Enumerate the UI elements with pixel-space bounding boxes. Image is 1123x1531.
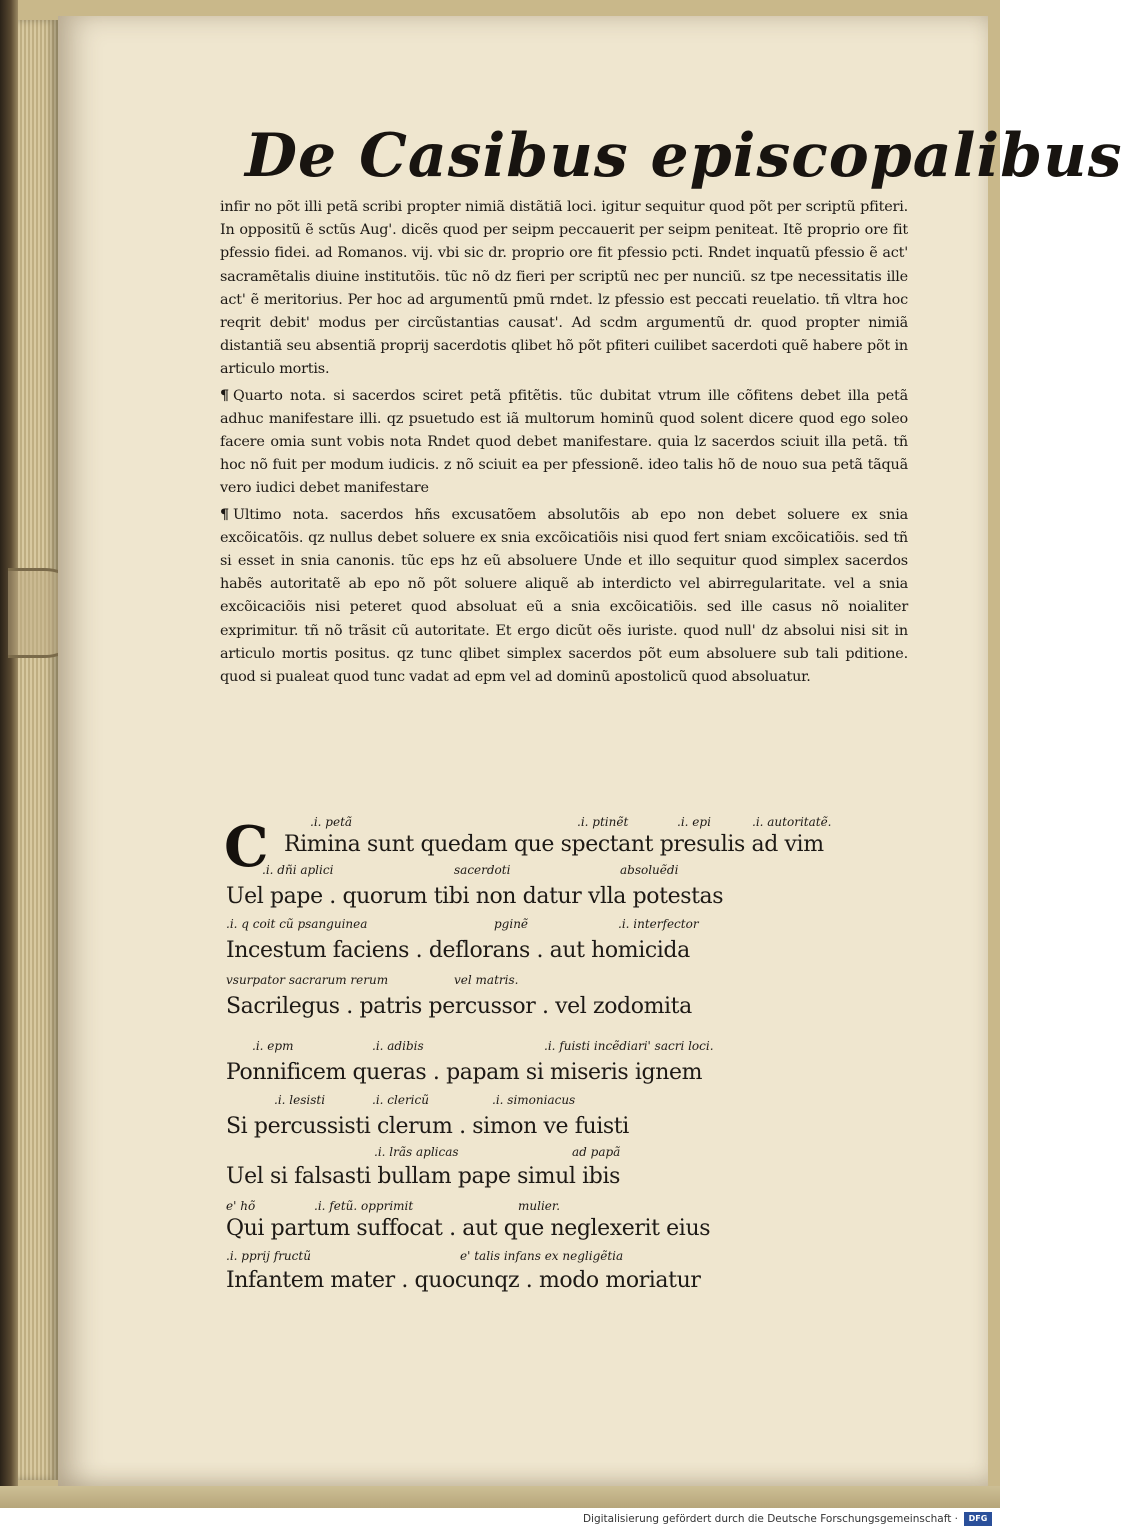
gloss-2c: absoluẽdi: [620, 863, 679, 877]
verse-line-5: Ponnificem queras . papam si miseris ignem: [226, 1060, 703, 1085]
gloss-7a: .i. lrãs aplicas: [374, 1145, 459, 1159]
gloss-3c: .i. interfector: [618, 917, 699, 931]
gloss-5b: .i. adibis: [372, 1039, 424, 1053]
paragraph-1: infir no põt illi petã scribi propter nimiã distãtiã loci. igitur sequitur quod põt per scriptũ pfiteri. In oppositũ ẽ sctũs Aug'. dicẽs quod per seipm peccauerit per seipm peniteat. Itẽ proprio ore fit pfessio fidei. ad Romanos. vij. vbi sic dr. proprio ore fit pfessio pcti. Rndet inquatũ pfessio ẽ act' sacramẽtalis diuine institutõis. tũc nõ dz fieri per scriptũ nec per nunciũ. sz tpe necessitatis ille act' ẽ meritorius. Per hoc ad argumentũ pmũ rndet. lz pfessio est peccati reuelatio. tñ vltra hoc reqrit debit' modus per circũstantias causat'. Ad scdm argumentũ dr. quod propter nimiã distantiã seu absentiã proprij sacerdotis qlibet hõ põt pfiteri cuilibet sacerdoti quẽ habere põt in articulo mortis.: [220, 199, 908, 378]
prose-body: [220, 196, 908, 689]
gloss-5c: .i. fuisti incẽdiari' sacri loci.: [544, 1039, 714, 1053]
paragraph-2: [220, 384, 908, 501]
gloss-8a: e' hõ: [226, 1199, 256, 1213]
gloss-1c: .i. epi: [677, 815, 711, 829]
page-heading: De Casibus episcopalibus: [245, 121, 1123, 191]
pilcrow-icon: ¶: [220, 505, 229, 523]
gloss-2b: sacerdoti: [454, 863, 511, 877]
gloss-9a: .i. pprij fructũ: [226, 1249, 311, 1263]
gloss-4b: vel matris.: [454, 973, 519, 987]
page-stack-edge: [18, 20, 58, 1480]
gloss-3b: pginẽ: [494, 917, 529, 931]
gloss-6c: .i. simoniacus: [492, 1093, 576, 1107]
dfg-logo-icon: DFG: [964, 1512, 992, 1526]
verse-block: [222, 810, 912, 1300]
binding-edge: [0, 0, 18, 1508]
gloss-7b: ad papã: [572, 1145, 621, 1159]
page-bottom-edge: [0, 1486, 1000, 1508]
verse-line-9: Infantem mater . quocunqz . modo moriatur: [226, 1268, 701, 1293]
paragraph-3: [220, 503, 908, 690]
gloss-6a: .i. lesisti: [274, 1093, 326, 1107]
gloss-4a: vsurpator sacrarum rerum: [226, 973, 389, 987]
verse-line-1: Rimina sunt quedam que spectant presulis ad vim: [284, 832, 824, 857]
gloss-1a: .i. petã: [310, 815, 353, 829]
pilcrow-icon: ¶: [220, 386, 229, 404]
gloss-1b: .i. ptinẽt: [577, 815, 629, 829]
paragraph-3-text: Ultimo nota. sacerdos hñs excusatõem absolutõis ab epo non debet soluere ex snia excõicatõis. qz nullus debet soluere ex snia excõicatiõis nisi quod fert sniam excõicatiõis. sed tñ si esset in snia canonis. tũc eps hz eũ absoluere Unde et illo sequitur quod simplex sacerdos habẽs autoritatẽ ab epo nõ põt soluere aliquẽ ab interdicto vel abirregularitate. vel a snia excõicaciõis nisi peteret quod absoluat eũ a snia excõicatiõis. sed ille casus nõ noialiter exprimitur. tñ nõ trãsit cũ autoritate. Et ergo dicũt oẽs iuriste. quod null' dz absolui nisi sit in articulo mortis positus. qz tunc qlibet simplex sacerdos põt eum absoluere sub tali pditione. quod si pualeat quod tunc vadat ad epm vel ad dominũ apostolicũ quod absoluatur.: [220, 506, 908, 686]
gloss-8c: mulier.: [518, 1199, 561, 1213]
verse-line-7: Uel si falsasti bullam pape simul ibis: [226, 1164, 620, 1189]
verse-line-6: Si percussisti clerum . simon ve fuisti: [226, 1114, 629, 1139]
verse-line-2: Uel pape . quorum tibi non datur vlla potestas: [226, 884, 724, 909]
gloss-6b: .i. clericũ: [372, 1093, 429, 1107]
verse-line-3: Incestum faciens . deflorans . aut homicida: [226, 938, 690, 963]
verse-line-8: Qui partum suffocat . aut que neglexerit eius: [226, 1216, 711, 1241]
gloss-3a: .i. q coit cũ psanguinea: [226, 917, 368, 931]
gloss-9b: e' talis infans ex negligẽtia: [460, 1249, 624, 1263]
gloss-5a: .i. epm: [252, 1039, 294, 1053]
gloss-8b: .i. fetũ. opprimit: [314, 1199, 414, 1213]
verse-line-4: Sacrilegus . patris percussor . vel zodomita: [226, 994, 692, 1019]
paragraph-2-text: Quarto nota. si sacerdos sciret petã pfitẽtis. tũc dubitat vtrum ille cõfitens debet illa petã adhuc manifestare illi. qz psuetudo est iã multorum hominũ quod solent dicere quod ego soleo facere omia sunt vobis nota Rndet quod debet manifestare. quia lz sacerdos sciuit illa petã. tñ hoc nõ fuit per modum iudicis. z nõ sciuit ea per pfessionẽ. ideo talis hõ de nouo sua petã tãquã vero iudici debet manifestare: [220, 387, 908, 497]
gloss-2a: .i. dñi aplici: [262, 863, 334, 877]
footer-bar: [0, 1508, 1000, 1531]
drop-cap-initial: C: [224, 814, 269, 880]
funding-credit: Digitalisierung gefördert durch die Deutsche Forschungsgemeinschaft ·: [582, 1513, 958, 1525]
gloss-1d: .i. autoritatẽ.: [752, 815, 832, 829]
